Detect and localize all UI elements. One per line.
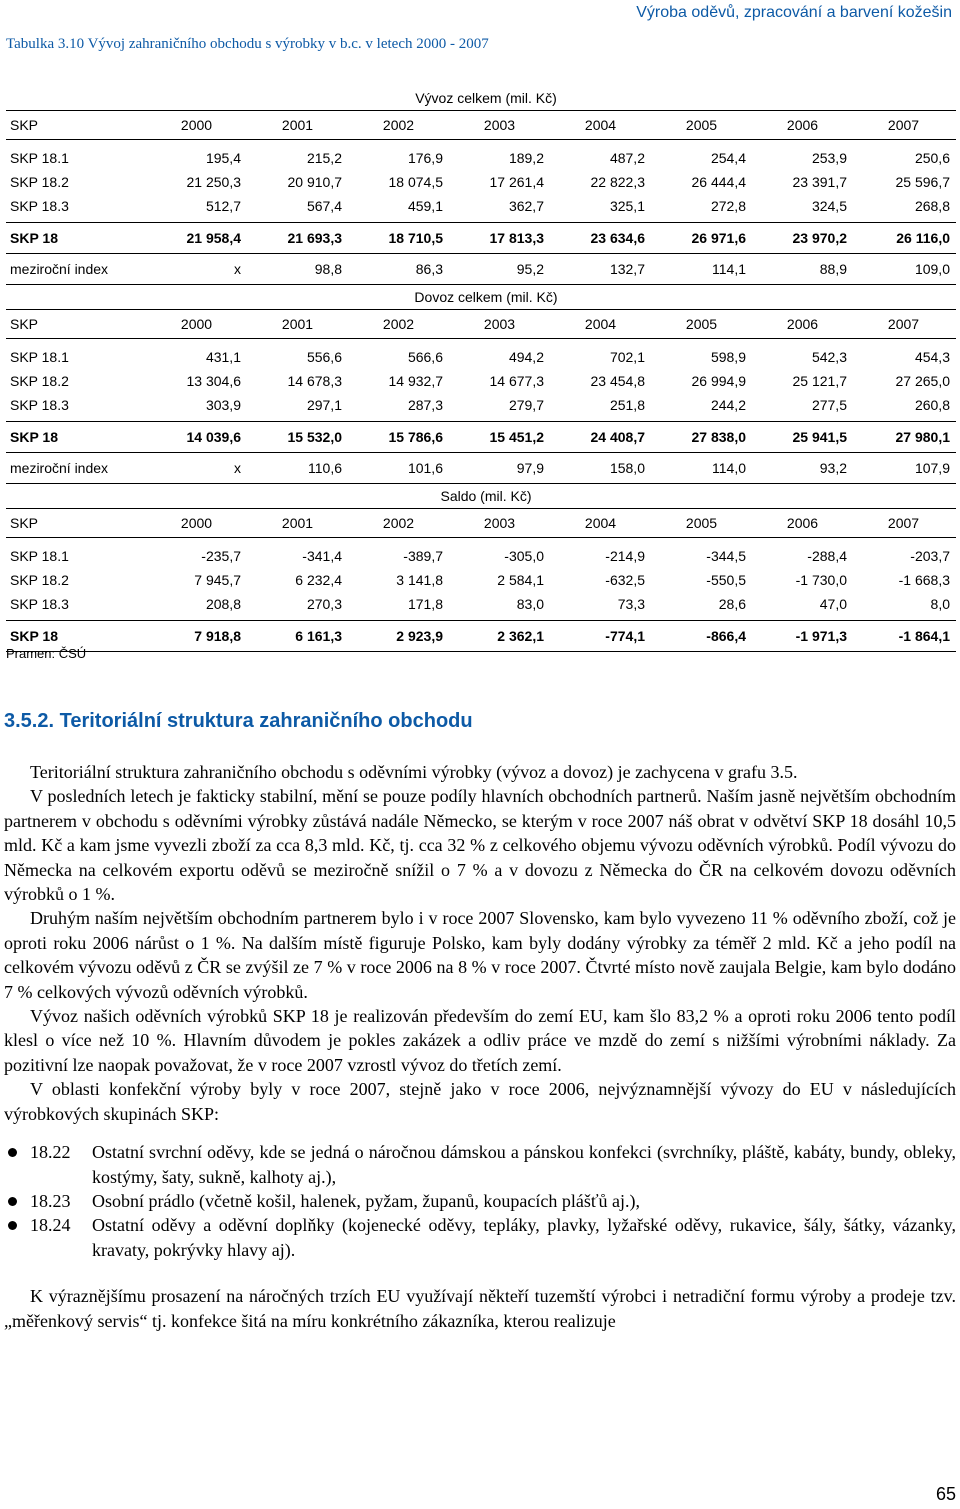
table-cell: 287,3 (407, 397, 443, 413)
table-cell: 3 141,8 (396, 572, 443, 588)
table-cell: 132,7 (609, 261, 645, 277)
table-cell: 324,5 (811, 198, 847, 214)
table-cell: -632,5 (605, 572, 645, 588)
table-cell: 23 454,8 (590, 373, 645, 389)
list-item-text: Ostatní svrchní oděvy, kde se jedná o náročnou dámskou a pánskou konfekci (svrchníky, pláště, kabáty, bundy, obleky, kostýmy, šaty, sukně, kalhoty aj.), (92, 1142, 956, 1187)
row-label: SKP 18.3 (10, 596, 69, 612)
column-header: 2001 (281, 515, 314, 531)
list-item-text: Ostatní oděvy a oděvní doplňky (kojenecké oděvy, tepláky, plavky, lyžařské oděvy, rukavice, šály, šátky, vázanky, kravaty, pokrývky hlavy aj). (92, 1215, 956, 1260)
column-header: SKP (10, 316, 39, 332)
row-label: meziroční index (10, 460, 109, 476)
block-title: Vývoz celkem (mil. Kč) (415, 90, 557, 106)
table-cell: 8,0 (930, 596, 950, 612)
table-cell: 244,2 (710, 397, 746, 413)
list-item (4, 1140, 956, 1189)
table-cell: 73,3 (617, 596, 645, 612)
section-label: Výroba oděvů, zpracování a barvení kožešin (636, 4, 952, 21)
table-cell: 47,0 (819, 596, 847, 612)
table-cell: 362,7 (508, 198, 544, 214)
table-cell: 101,6 (407, 460, 443, 476)
table-cell: 14 932,7 (388, 373, 443, 389)
column-header: 2007 (887, 117, 920, 133)
table-cell: -1 971,3 (795, 628, 847, 644)
table-cell: 270,3 (306, 596, 342, 612)
table-cell: 98,8 (314, 261, 342, 277)
table-cell: 303,9 (205, 397, 241, 413)
table-cell: 22 822,3 (590, 174, 645, 190)
table-row (6, 393, 956, 417)
table-cell: 2 584,1 (497, 572, 544, 588)
row-label: SKP 18.2 (10, 373, 69, 389)
table-cell: 494,2 (508, 349, 544, 365)
table-cell: 260,8 (914, 397, 950, 413)
column-header: 2004 (584, 515, 617, 531)
row-label: meziroční index (10, 261, 109, 277)
bullet-icon (8, 1221, 17, 1230)
header-row (6, 508, 956, 538)
table-cell: -1 668,3 (898, 572, 950, 588)
table-cell: 277,5 (811, 397, 847, 413)
paragraph: Druhým naším největším obchodním partnerem bylo i v roce 2007 Slovensko, kam bylo vyvezeno 11 % oděvního zboží, což je oproti roku 2006 nárůst o 1 %. Na dalším místě figuruje Polsko, kam byly dodány výrobky za téměř 2 mld. Kč a jeho podíl na celkovém vývozu oděvů z ČR se zvýšil ze 7 % v roce 2006 na 8 % v roce 2007. Čtvrté místo nově zaujala Belgie, kam bylo dodáno 7 % celkových vývozů oděvních výrobků. (4, 908, 956, 1002)
table-cell: 95,2 (516, 261, 544, 277)
column-header: SKP (10, 117, 39, 133)
row-label: SKP 18.3 (10, 397, 69, 413)
table-cell: -288,4 (807, 548, 847, 564)
column-header: 2005 (685, 117, 718, 133)
row-label: SKP 18 (10, 429, 58, 445)
table-row (6, 592, 956, 616)
column-header: 2000 (180, 515, 213, 531)
table-cell: 20 910,7 (287, 174, 342, 190)
column-header: 2006 (786, 515, 819, 531)
block-title: Saldo (mil. Kč) (440, 488, 532, 504)
table-cell: 195,4 (205, 150, 241, 166)
page-number: 65 (935, 1484, 956, 1504)
header-row (6, 110, 956, 140)
bullet-icon (8, 1148, 17, 1157)
table-cell: 110,6 (308, 460, 342, 476)
column-header: 2002 (382, 515, 415, 531)
table-cell: 702,1 (609, 349, 645, 365)
column-header: 2002 (382, 117, 415, 133)
source-note: Pramen: ČSÚ (6, 646, 87, 661)
table-cell: 2 923,9 (396, 628, 443, 644)
table-cell: 15 786,6 (388, 429, 443, 445)
table-cell: 17 813,3 (489, 230, 544, 246)
skp-code: 18.22 (30, 1142, 71, 1163)
table-cell: 23 391,7 (792, 174, 847, 190)
table-cell: 14 039,6 (186, 429, 241, 445)
table-cell: 250,6 (914, 150, 950, 166)
table-cell: -235,7 (201, 548, 241, 564)
table-cell: 25 941,5 (792, 429, 847, 445)
table-cell: 18 074,5 (388, 174, 443, 190)
table-row (6, 194, 956, 218)
column-header: 2001 (281, 316, 314, 332)
table-cell: 7 945,7 (194, 572, 241, 588)
column-header: 2004 (584, 316, 617, 332)
table-cell: 454,3 (914, 349, 950, 365)
table-cell: 171,8 (407, 596, 443, 612)
row-label: SKP 18.1 (10, 548, 69, 564)
table-cell: 279,7 (508, 397, 544, 413)
table-cell: 15 532,0 (287, 429, 342, 445)
table-cell: 542,3 (811, 349, 847, 365)
table-cell: -341,4 (302, 548, 342, 564)
table-cell: 26 444,4 (691, 174, 746, 190)
header-row (6, 309, 956, 339)
index-row (6, 254, 956, 285)
row-label: SKP 18.1 (10, 349, 69, 365)
table-cell: 88,9 (819, 261, 847, 277)
column-header: 2007 (887, 515, 920, 531)
table-cell: 21 958,4 (186, 230, 241, 246)
column-header: 2007 (887, 316, 920, 332)
block-title: Dovoz celkem (mil. Kč) (414, 289, 558, 305)
list-item-text: Osobní prádlo (včetně košil, halenek, pyžam, županů, koupacích plášťů aj.), (92, 1190, 641, 1211)
table-cell: 107,9 (914, 460, 950, 476)
column-header: 2000 (180, 316, 213, 332)
table-row (6, 544, 956, 568)
table-row (6, 146, 956, 170)
column-header: 2006 (786, 316, 819, 332)
paragraph: K výraznějšímu prosazení na náročných trzích EU využívají někteří tuzemští výrobci i netradiční formu výroby a prodeje tzv. „měřenkový servis“ tj. konfekce šitá na míru konkrétního zákazníka, kterou realizuje (4, 1286, 956, 1331)
table-cell: 268,8 (914, 198, 950, 214)
table-cell: 15 451,2 (489, 429, 544, 445)
table-cell: 86,3 (415, 261, 443, 277)
table-cell: 253,9 (811, 150, 847, 166)
table-cell: 26 994,9 (691, 373, 746, 389)
table-cell: 251,8 (609, 397, 645, 413)
bullet-list (4, 1140, 956, 1262)
table-cell: 566,6 (407, 349, 443, 365)
table-cell: -203,7 (910, 548, 950, 564)
table-cell: 18 710,5 (388, 230, 443, 246)
table-cell: 7 918,8 (194, 628, 241, 644)
row-label: SKP 18.2 (10, 174, 69, 190)
total-row (6, 620, 956, 652)
table-cell: x (234, 261, 241, 277)
table-cell: -866,4 (706, 628, 746, 644)
table-cell: 176,9 (407, 150, 443, 166)
row-label: SKP 18 (10, 230, 58, 246)
trade-table (6, 86, 956, 652)
table-cell: 6 232,4 (295, 572, 342, 588)
total-row (6, 222, 956, 254)
body-text (4, 760, 956, 1333)
table-cell: 109,0 (914, 261, 950, 277)
table-cell: 23 634,6 (590, 230, 645, 246)
table-cell: 114,1 (712, 261, 746, 277)
table-cell: -1 864,1 (898, 628, 950, 644)
row-label: SKP 18.1 (10, 150, 69, 166)
table-cell: 556,6 (306, 349, 342, 365)
table-cell: -389,7 (403, 548, 443, 564)
table-cell: 27 838,0 (691, 429, 746, 445)
table-row (6, 345, 956, 369)
table-cell: 97,9 (516, 460, 544, 476)
table-cell: 6 161,3 (295, 628, 342, 644)
bullet-icon (8, 1197, 17, 1206)
table-cell: 14 678,3 (287, 373, 342, 389)
table-cell: 459,1 (407, 198, 443, 214)
list-item (4, 1189, 956, 1213)
table-row (6, 568, 956, 592)
column-header: 2005 (685, 316, 718, 332)
table-cell: -214,9 (605, 548, 645, 564)
column-header: 2003 (483, 316, 516, 332)
table-cell: -305,0 (504, 548, 544, 564)
table-cell: x (234, 460, 241, 476)
table-cell: 17 261,4 (489, 174, 544, 190)
table-row (6, 369, 956, 393)
table-cell: 25 596,7 (895, 174, 950, 190)
table-cell: 14 677,3 (489, 373, 544, 389)
table-cell: 28,6 (718, 596, 746, 612)
skp-code: 18.23 (30, 1190, 71, 1211)
table-cell: 27 980,1 (895, 429, 950, 445)
table-cell: 24 408,7 (590, 429, 645, 445)
table-cell: 21 250,3 (186, 174, 241, 190)
table-cell: 254,4 (710, 150, 746, 166)
table-cell: 297,1 (306, 397, 342, 413)
table-cell: 158,0 (609, 460, 645, 476)
index-row (6, 453, 956, 484)
paragraph: V posledních letech je fakticky stabilní, mění se pouze podíly hlavních obchodních partnerů. Naším jasně největším obchodním partnerem v obchodu s oděvními výrobky zůstává nadále Německo, se kterým v roce 2007 náš obrat v odvětví SKP 18 dosáhl 10,5 mld. Kč a kam jsme vyvezli zboží za cca 8,3 mld. Kč, tj. cca 32 % z celkového objemu vývozu oděvních výrobků. Podíl vývozu do Německa na celkovém exportu oděvů se meziročně snížil o 7 % a v dovozu z Německa do ČR na celkovém dovozu oděvních výrobků o 1 %. (4, 786, 956, 905)
column-header: 2006 (786, 117, 819, 133)
table-cell: 431,1 (205, 349, 241, 365)
column-header: 2004 (584, 117, 617, 133)
column-header: 2001 (281, 117, 314, 133)
column-header: SKP (10, 515, 39, 531)
table-cell: -774,1 (605, 628, 645, 644)
table-cell: 13 304,6 (186, 373, 241, 389)
table-cell: 2 362,1 (497, 628, 544, 644)
paragraph: Teritoriální struktura zahraničního obchodu s oděvními výrobky (vývoz a dovoz) je zachycena v grafu 3.5. (30, 762, 798, 782)
table-cell: 512,7 (205, 198, 241, 214)
column-header: 2000 (180, 117, 213, 133)
column-header: 2003 (483, 117, 516, 133)
table-cell: 21 693,3 (287, 230, 342, 246)
column-header: 2005 (685, 515, 718, 531)
table-cell: -1 730,0 (795, 572, 847, 588)
table-row (6, 170, 956, 194)
table-cell: 23 970,2 (792, 230, 847, 246)
column-header: 2003 (483, 515, 516, 531)
section-heading: 3.5.2. Teritoriální struktura zahraničního obchodu (4, 710, 473, 732)
table-title: Tabulka 3.10 Vývoj zahraničního obchodu s výrobky v b.c. v letech 2000 - 2007 (6, 36, 489, 52)
table-cell: 215,2 (306, 150, 342, 166)
table-cell: 189,2 (508, 150, 544, 166)
row-label: SKP 18.3 (10, 198, 69, 214)
table-cell: 26 971,6 (691, 230, 746, 246)
table-cell: 114,0 (712, 460, 746, 476)
list-item (4, 1213, 956, 1262)
table-cell: -550,5 (706, 572, 746, 588)
table-cell: 567,4 (306, 198, 342, 214)
table-cell: 325,1 (609, 198, 645, 214)
table-cell: 25 121,7 (792, 373, 847, 389)
table-cell: 598,9 (710, 349, 746, 365)
table-cell: -344,5 (706, 548, 746, 564)
row-label: SKP 18 (10, 628, 58, 644)
table-cell: 27 265,0 (895, 373, 950, 389)
column-header: 2002 (382, 316, 415, 332)
total-row (6, 421, 956, 453)
table-cell: 26 116,0 (896, 230, 950, 246)
skp-code: 18.24 (30, 1215, 71, 1236)
table-cell: 487,2 (609, 150, 645, 166)
table-cell: 83,0 (516, 596, 544, 612)
table-cell: 272,8 (710, 198, 746, 214)
table-cell: 93,2 (819, 460, 847, 476)
table-cell: 208,8 (205, 596, 241, 612)
paragraph: V oblasti konfekční výroby byly v roce 2007, stejně jako v roce 2006, nejvýznamnější vývozy do EU v následujících výrobkových skupinách SKP: (4, 1079, 956, 1124)
row-label: SKP 18.2 (10, 572, 69, 588)
paragraph: Vývoz našich oděvních výrobků SKP 18 je realizován především do zemí EU, kam šlo 83,2 % a oproti roku 2006 tento podíl klesl o více než 10 %. Hlavním důvodem je pokles zakázek a odliv práce ve mzdě do zemí s nižšími výrobními náklady. Za pozitivní lze naopak považovat, že v roce 2007 vzrostl vývoz do třetích zemí. (4, 1006, 956, 1075)
